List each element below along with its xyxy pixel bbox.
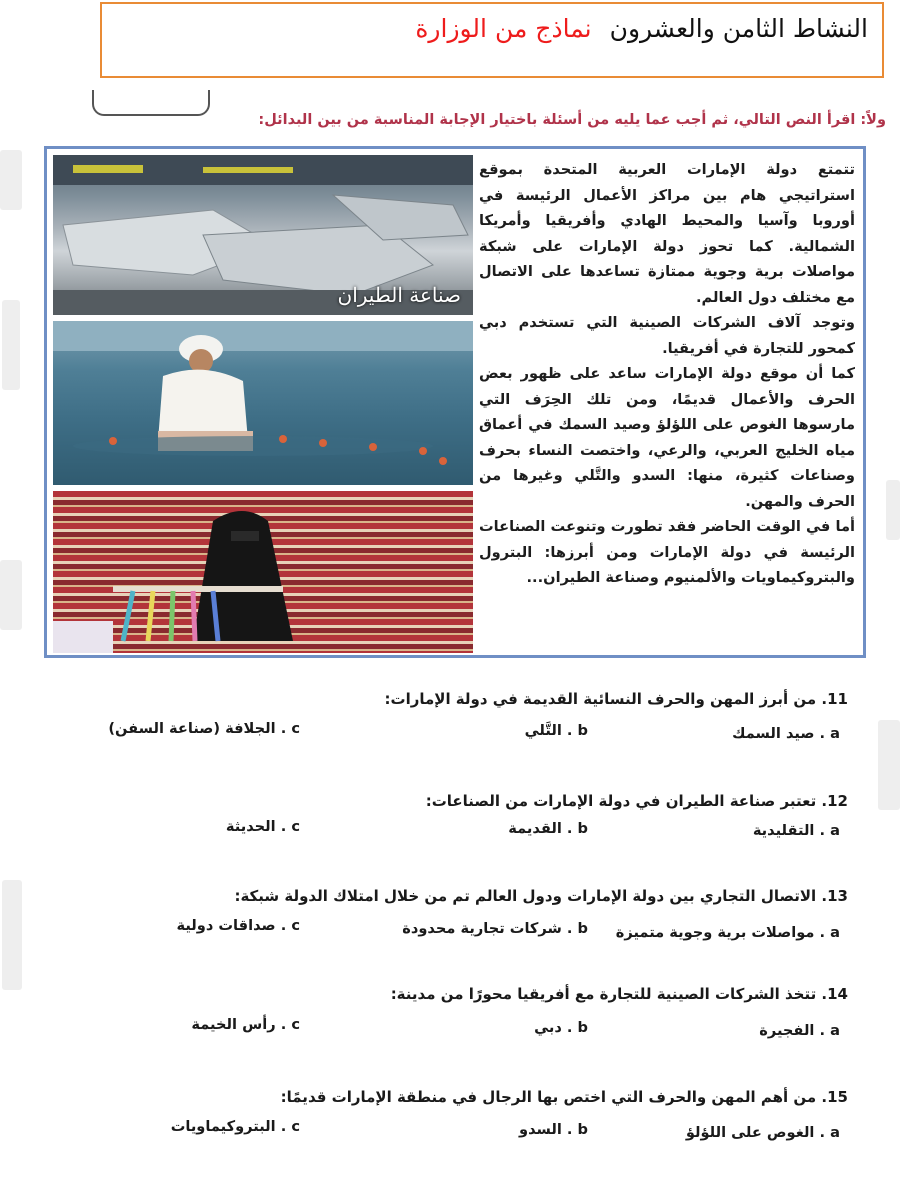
fisherman-photo — [53, 321, 473, 485]
option-b[interactable]: b . السدو — [519, 1121, 588, 1138]
title-activity: النشاط الثامن والعشرون — [609, 14, 868, 43]
option-c[interactable]: c . رأس الخيمة — [191, 1016, 300, 1033]
option-b[interactable]: b . شركات تجارية محدودة — [402, 920, 588, 937]
paragraph: أما في الوقت الحاضر فقد تطورت وتنوعت الصناعات الرئيسة في دولة الإمارات ومن أبرزها: البترول والبتروكيماويات والألمنيوم وصناعة الطيران... — [479, 518, 855, 586]
aviation-industry-photo — [53, 155, 473, 315]
option-b[interactable]: b . القديمة — [508, 820, 588, 837]
photo-caption: صناعة الطيران — [337, 283, 461, 307]
option-b[interactable]: b . دبي — [534, 1019, 588, 1036]
paragraph: تتمتع دولة الإمارات العربية المتحدة بموقع استراتيجي هام بين مراكز الأعمال الرئيسة في أوروبا وآسيا والمحيط الهادي وأفريقيا وأمريكا الشمالية. كما تحوز دولة الإمارات على شبكة مواصلات برية وجوية ممتازة تساعدها على الاتصال مع مختلف دول العالم. — [479, 161, 855, 306]
option-a[interactable]: a . التقليدية — [752, 822, 840, 839]
option-c[interactable]: c . الحديثة — [225, 818, 300, 835]
option-a[interactable]: a . صيد السمك — [732, 725, 840, 742]
title-source: نماذج من الوزارة — [415, 14, 592, 43]
page-title — [415, 14, 868, 43]
watermark-mark — [2, 880, 22, 990]
question-12: 12. تعتبر صناعة الطيران في دولة الإمارات من الصناعات: — [425, 792, 848, 810]
watermark-mark — [2, 300, 20, 390]
question-11: 11. من أبرز المهن والحرف النسائية القديمة في دولة الإمارات: — [384, 690, 848, 708]
option-b[interactable]: b . التَّلي — [524, 722, 588, 739]
reading-passage — [479, 157, 855, 591]
watermark-mark — [886, 480, 900, 540]
reading-passage-box — [44, 146, 866, 658]
weaving-woman-photo — [53, 491, 473, 653]
question-15: 15. من أهم المهن والحرف التي اختص بها الرجال في منطقة الإمارات قديمًا: — [280, 1088, 848, 1106]
question-13: 13. الاتصال التجاري بين دولة الإمارات ودول العالم تم من خلال امتلاك الدولة شبكة: — [234, 887, 848, 905]
option-a[interactable]: a . مواصلات برية وجوية متميزة — [615, 924, 840, 941]
title-box — [100, 2, 884, 78]
question-14: 14. تتخذ الشركات الصينية للتجارة مع أفريقيا محورًا من مدينة: — [390, 985, 848, 1003]
option-a[interactable]: a . الفجيرة — [759, 1022, 840, 1039]
watermark-mark — [0, 560, 22, 630]
page-number-tab — [92, 90, 210, 116]
option-c[interactable]: c . صداقات دولية — [176, 917, 300, 934]
instruction-text: ولاً: اقرأ النص التالي، ثم أجب عما يليه من أسئلة باختيار الإجابة المناسبة من بين البدائل: — [258, 112, 886, 128]
option-c[interactable]: c . البتروكيماويات — [170, 1118, 300, 1135]
paragraph: كما أن موقع دولة الإمارات ساعد على ظهور بعض الحرف والأعمال قديمًا، ومن تلك الحِرَف التي مارسوها الغوص على اللؤلؤ وصيد السمك في أعماق مياه الخليج العربي، والرعي، واختصت النساء بحرف وصناعات كثيرة، منها: السدو والتَّلي وغيرها من الحرف والمهن. — [479, 365, 855, 510]
watermark-mark — [878, 720, 900, 810]
watermark-mark — [0, 150, 22, 210]
paragraph: وتوجد آلاف الشركات الصينية التي تستخدم دبي كمحور للتجارة في أفريقيا. — [479, 314, 855, 357]
option-a[interactable]: a . الغوص على اللؤلؤ — [685, 1124, 840, 1141]
option-c[interactable]: c . الجلافة (صناعة السفن) — [108, 720, 300, 737]
